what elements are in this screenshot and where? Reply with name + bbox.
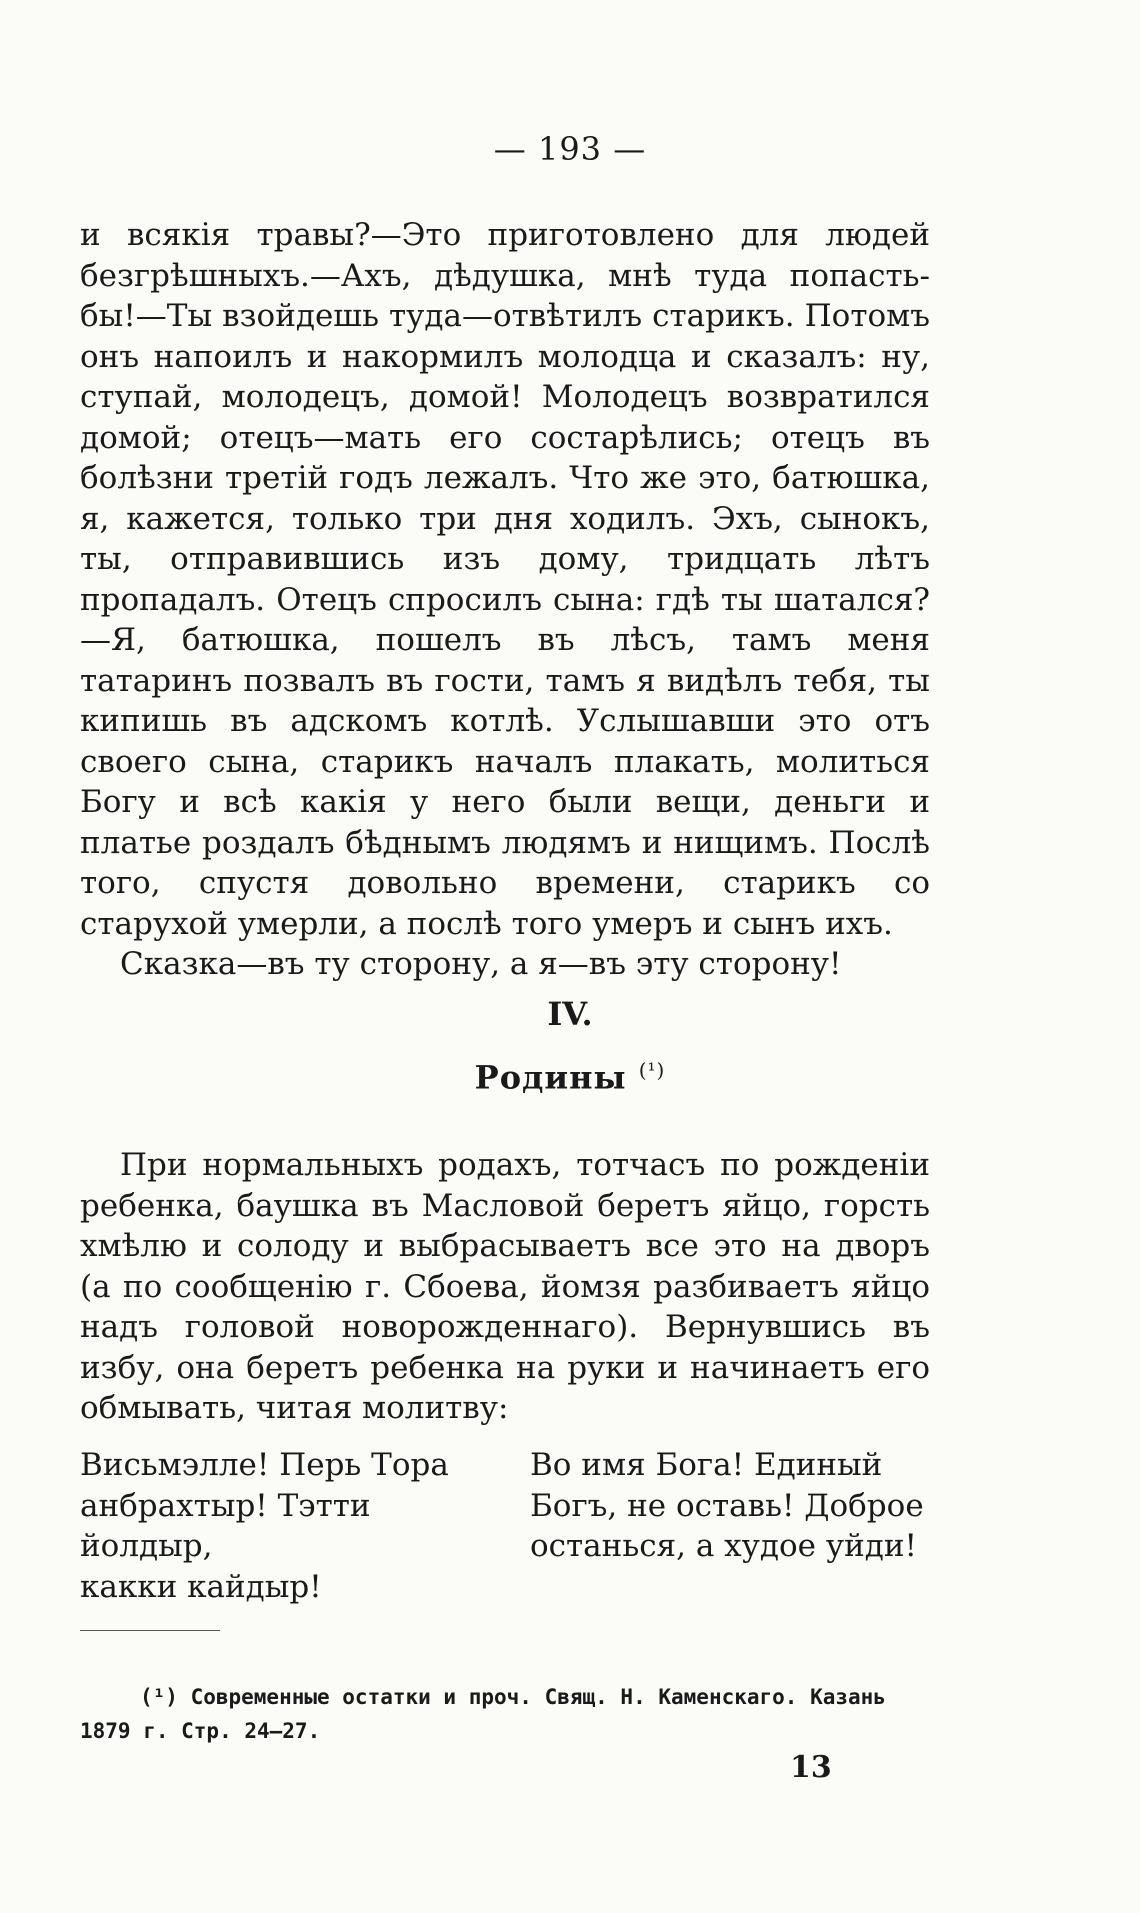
prayer-columns [80,1445,930,1607]
paragraph: При нормальныхъ родахъ, тотчасъ по рожденіи ребенка, баушка въ Масловой беретъ яйцо, горсть хмѣлю и солоду и выбрасываетъ все это на дворъ (а по сообщенію г. Сбоева, йомзя разбиваетъ яйцо надъ головой новорожденнаго). Вернувшись въ избу, она беретъ ребенка на руки и начинаетъ его обмывать, читая молитву: [80,1147,930,1426]
footnote: (¹) Современные остатки и проч. Свящ. Н. Каменскаго. Казань 1879 г. Стр. 24—27. [80,1685,886,1743]
section-number: IV. [547,995,593,1033]
printer-signature: 13 [790,1750,832,1785]
story-text [80,215,930,985]
section-title-text: Родины [474,1058,627,1097]
footnote-divider [80,1630,220,1631]
section-title [0,1058,1140,1097]
footnote-marker: (¹) [638,1058,666,1082]
prayer-original: Висьмэлле! Перь Тора анбрахтыр! Тэтти йолдыр, какки кайдыр! [80,1447,449,1605]
page-number: — 193 — [493,130,647,168]
section-text [80,1145,930,1429]
prayer-translation: Во имя Бога! Единый Богъ, не оставь! Доброе останься, а худое уйди! [530,1447,924,1564]
paragraph: и всякія травы?—Это приготовлено для людей безгрѣшныхъ.—Ахъ, дѣдушка, мнѣ туда попасть-бы!—Ты взойдешь туда—отвѣтилъ старикъ. Потомъ онъ напоилъ и накормилъ молодца и сказалъ: ну, ступай, молодецъ, домой! Молодецъ возвратился домой; отецъ—мать его состарѣлись; отецъ въ болѣзни третій годъ лежалъ. Что же это, батюшка, я, кажется, только три дня ходилъ. Эхъ, сынокъ, ты, отправившись изъ дому, тридцать лѣтъ пропадалъ. Отецъ спросилъ сына: гдѣ ты шатался?—Я, батюшка, пошелъ въ лѣсъ, тамъ меня татаринъ позвалъ въ гости, тамъ я видѣлъ тебя, ты кипишь въ адскомъ котлѣ. Услышавши это отъ своего сына, старикъ началъ плакать, молиться Богу и всѣ какія у него были вещи, деньги и платье роздалъ бѣднымъ людямъ и нищимъ. Послѣ того, спустя довольно времени, старикъ со старухой умерли, а послѣ того умеръ и сынъ ихъ. [80,217,930,942]
paragraph: Сказка—въ ту сторону, а я—въ эту сторону! [120,946,842,982]
